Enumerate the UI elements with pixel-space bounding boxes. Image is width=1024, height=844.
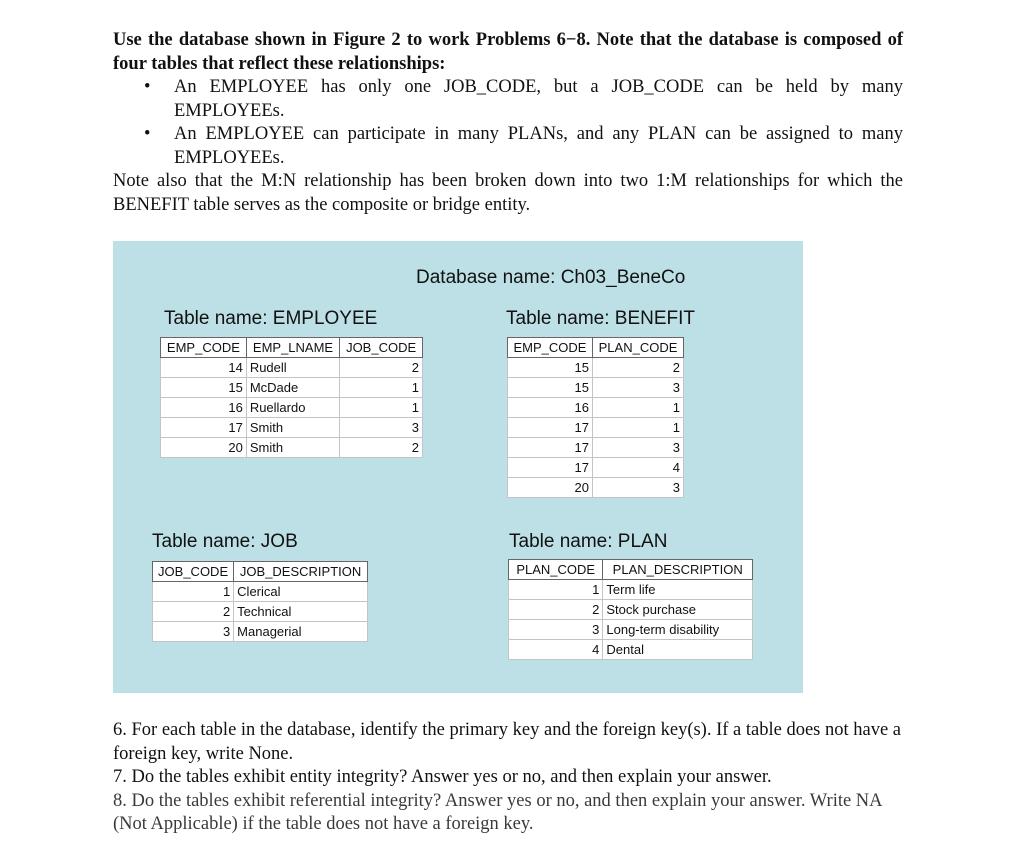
table-cell: Ruellardo: [246, 398, 339, 418]
column-header: JOB_CODE: [153, 562, 234, 582]
table-cell: Smith: [246, 438, 339, 458]
column-header: EMP_LNAME: [246, 338, 339, 358]
table-row: [508, 378, 684, 398]
table-row: [508, 438, 684, 458]
column-header: PLAN_CODE: [593, 338, 684, 358]
relationship-list: [113, 76, 903, 170]
question-8: 8. Do the tables exhibit referential integrity? Answer yes or no, and then explain your answer. Write NA (Not Applicable) if the table does not have a foreign key.: [113, 790, 882, 834]
table-cell: 1: [340, 398, 423, 418]
job-table-title: Table name: JOB: [152, 531, 298, 552]
table-row: [508, 478, 684, 498]
plan-table: [508, 559, 753, 660]
table-cell: 1: [153, 582, 234, 602]
table-row: [161, 358, 423, 378]
table-cell: Stock purchase: [603, 600, 753, 620]
table-cell: Managerial: [234, 622, 368, 642]
plan-table-title: Table name: PLAN: [509, 531, 668, 552]
table-cell: Term life: [603, 580, 753, 600]
column-header: PLAN_CODE: [509, 560, 603, 580]
list-item: [113, 123, 903, 170]
table-cell: Rudell: [246, 358, 339, 378]
table-row: [509, 640, 753, 660]
table-cell: 20: [161, 438, 247, 458]
table-cell: 1: [509, 580, 603, 600]
table-cell: Long-term disability: [603, 620, 753, 640]
table-row: [509, 620, 753, 640]
column-header: JOB_DESCRIPTION: [234, 562, 368, 582]
table-cell: Dental: [603, 640, 753, 660]
question-6: 6. For each table in the database, identify the primary key and the foreign key(s). If a table does not have a foreign key, write None.: [113, 720, 902, 764]
employee-table-title: Table name: EMPLOYEE: [164, 308, 378, 329]
table-cell: 17: [161, 418, 247, 438]
table-row: [509, 600, 753, 620]
table-cell: 17: [508, 418, 593, 438]
table-row: [508, 398, 684, 418]
column-header: PLAN_DESCRIPTION: [603, 560, 753, 580]
table-cell: 20: [508, 478, 593, 498]
table-row: [161, 418, 423, 438]
table-cell: 3: [153, 622, 234, 642]
table-cell: 15: [508, 358, 593, 378]
table-cell: Smith: [246, 418, 339, 438]
table-row: [153, 622, 368, 642]
table-row: [508, 458, 684, 478]
questions-section: [113, 719, 903, 837]
table-row: [509, 580, 753, 600]
database-figure: [113, 241, 803, 693]
table-cell: 15: [161, 378, 247, 398]
table-cell: 1: [593, 398, 684, 418]
table-row: [508, 418, 684, 438]
table-row: [153, 602, 368, 622]
table-row: [161, 378, 423, 398]
table-cell: 16: [161, 398, 247, 418]
bullet-icon: •: [144, 124, 151, 144]
table-cell: 2: [340, 438, 423, 458]
bullet-text: An EMPLOYEE can participate in many PLANs, and any PLAN can be assigned to many EMPLOYEEs.: [174, 124, 903, 168]
table-cell: 3: [509, 620, 603, 640]
table-cell: 17: [508, 438, 593, 458]
table-cell: 4: [509, 640, 603, 660]
table-cell: 2: [509, 600, 603, 620]
table-cell: 3: [340, 418, 423, 438]
table-row: [508, 358, 684, 378]
table-cell: 1: [593, 418, 684, 438]
table-cell: 14: [161, 358, 247, 378]
table-cell: 1: [340, 378, 423, 398]
intro-section: [113, 29, 903, 217]
intro-heading: Use the database shown in Figure 2 to work Problems 6−8. Note that the database is composed of four tables that reflect these relationships:: [113, 30, 903, 74]
column-header: JOB_CODE: [340, 338, 423, 358]
table-cell: 2: [153, 602, 234, 622]
table-cell: 3: [593, 438, 684, 458]
table-cell: 15: [508, 378, 593, 398]
table-cell: 2: [340, 358, 423, 378]
job-table: [152, 561, 368, 642]
table-cell: 17: [508, 458, 593, 478]
database-name: Database name: Ch03_BeneCo: [416, 267, 686, 288]
table-cell: 2: [593, 358, 684, 378]
table-cell: Technical: [234, 602, 368, 622]
table-cell: 16: [508, 398, 593, 418]
benefit-table-title: Table name: BENEFIT: [506, 308, 696, 329]
list-item: [113, 76, 903, 123]
table-cell: 3: [593, 378, 684, 398]
question-7: 7. Do the tables exhibit entity integrity? Answer yes or no, and then explain your answer.: [113, 767, 772, 787]
table-cell: Clerical: [234, 582, 368, 602]
benefit-table: [507, 337, 684, 498]
table-cell: 3: [593, 478, 684, 498]
employee-table: [160, 337, 423, 458]
intro-note: Note also that the M:N relationship has been broken down into two 1:M relationships for which the BENEFIT table serves as the composite or bridge entity.: [113, 171, 903, 215]
column-header: EMP_CODE: [161, 338, 247, 358]
table-row: [153, 582, 368, 602]
bullet-icon: •: [144, 77, 151, 97]
table-row: [161, 398, 423, 418]
bullet-text: An EMPLOYEE has only one JOB_CODE, but a JOB_CODE can be held by many EMPLOYEEs.: [174, 77, 903, 121]
table-row: [161, 438, 423, 458]
table-cell: 4: [593, 458, 684, 478]
column-header: EMP_CODE: [508, 338, 593, 358]
table-cell: McDade: [246, 378, 339, 398]
